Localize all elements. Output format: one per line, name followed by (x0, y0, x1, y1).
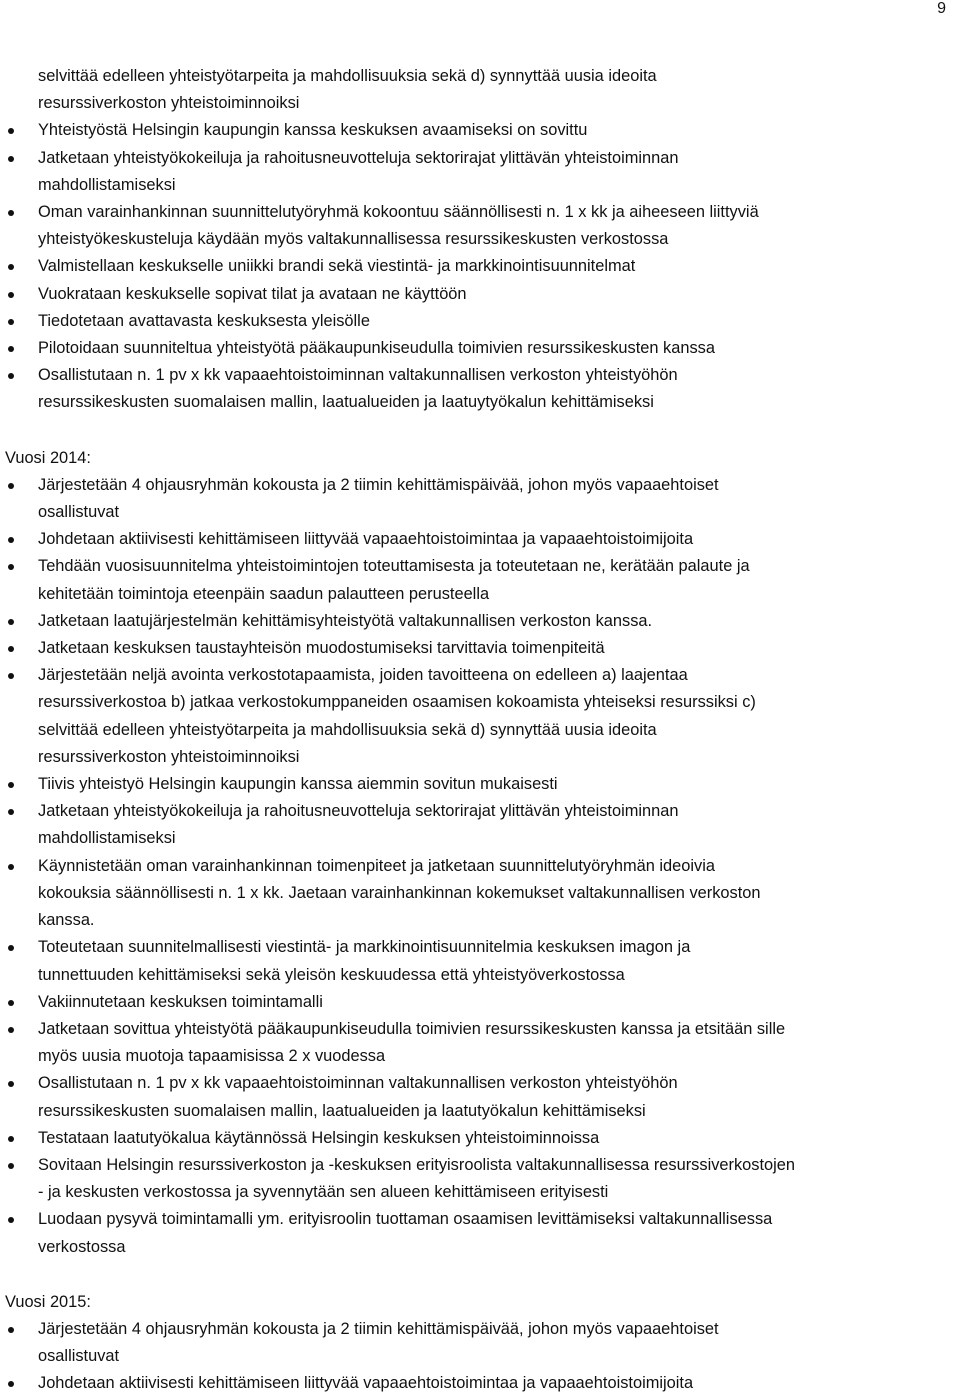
bullet-list-2015 (0, 1316, 960, 1398)
list-item (0, 1370, 960, 1397)
list-item-text: resurssikeskusten suomalaisen mallin, laatualueiden ja laatuytyökalun kehittämiseksi (38, 393, 654, 412)
list-item-text: Pilotoidaan suunniteltua yhteistyötä pääkaupunkiseudulla toimivien resurssikeskusten kanssa (38, 339, 715, 358)
list-item-text: Jatketaan keskuksen taustayhteisön muodostumiseksi tarvittavia toimenpiteitä (38, 639, 605, 658)
list-item (0, 553, 960, 607)
list-item (0, 117, 960, 144)
list-item-text: Osallistutaan n. 1 pv x kk vapaaehtoistoiminnan valtakunnallisen verkoston yhteistyöhön (38, 1074, 678, 1093)
list-item (0, 1070, 960, 1124)
list-item-text: Osallistutaan n. 1 pv x kk vapaaehtoistoiminnan valtakunnallisen verkoston yhteistyöhön (38, 366, 678, 385)
list-item-text: yhteistyökeskusteluja käydään myös valtakunnallisessa resurssikeskusten verkostossa (38, 230, 669, 249)
intro-continuation (0, 63, 960, 117)
bullet-icon (8, 210, 14, 216)
list-item-text: Vakiinnutetaan keskuksen toimintamalli (38, 992, 323, 1011)
list-item-text: Testataan laatutyökalua käytännössä Helsingin keskuksen yhteistoiminnoissa (38, 1128, 600, 1147)
text-line: selvittää edelleen yhteistyötarpeita ja mahdollisuuksia sekä d) synnyttää uusia ideoita (38, 67, 657, 85)
list-item (0, 989, 960, 1016)
list-item (0, 934, 960, 988)
bullet-icon (8, 1136, 14, 1142)
bullet-icon (8, 945, 14, 951)
list-item (0, 635, 960, 662)
list-item-text: kokouksia säännöllisesti n. 1 x kk. Jaetaan varainhankinnan kokemukset valtakunnallisen verkoston (38, 883, 761, 902)
list-item-text: Järjestetään neljä avointa verkostotapaamista, joiden tavoitteena on edelleen a) laajentaa (38, 666, 688, 685)
list-item (0, 281, 960, 308)
list-item-text: osallistuvat (38, 1347, 120, 1366)
bullet-icon (8, 1027, 14, 1033)
list-item-text: resurssikeskusten suomalaisen mallin, laatualueiden ja laatutyökalun kehittämiseksi (38, 1101, 646, 1120)
bullet-icon (8, 864, 14, 870)
list-item (0, 335, 960, 362)
text-line: resurssiverkoston yhteistoiminnoiksi (38, 94, 300, 113)
list-item (0, 853, 960, 935)
list-item-text: Johdetaan aktiivisesti kehittämiseen liittyvää vapaaehtoistoimintaa ja vapaaehtoistoimijoita (38, 530, 694, 549)
list-item-text: Luodaan pysyvä toimintamalli ym. erityisroolin tuottaman osaamisen levittämiseksi valtakunnallisessa (38, 1210, 773, 1229)
list-item-text: kehitetään toimintoja eteenpäin saadun palautteen perusteella (38, 584, 490, 603)
bullet-icon (8, 128, 14, 134)
list-item-text: Jatketaan yhteistyökokeiluja ja rahoitusneuvotteluja sektorirajat ylittävän yhteistoiminnan (38, 802, 679, 821)
list-item-text: Järjestetään 4 ohjausryhmän kokousta ja 2 tiimin kehittämispäivää, johon myös vapaaehtoiset (38, 1319, 719, 1338)
year-2015-heading: Vuosi 2015: (5, 1292, 91, 1311)
list-item (0, 662, 960, 771)
list-item-text: mahdollistamiseksi (38, 829, 176, 848)
list-item-text: Käynnistetään oman varainhankinnan toimenpiteet ja jatketaan suunnittelutyöryhmän ideoivia (38, 856, 716, 875)
list-item-text: Oman varainhankinnan suunnittelutyöryhmä kokoontuu säännöllisesti n. 1 x kk ja aiheeseen liittyviä (38, 203, 759, 222)
bullet-icon (8, 292, 14, 298)
bullet-icon (8, 619, 14, 625)
list-item-text: Toteutetaan suunnitelmallisesti viestintä- ja markkinointisuunnitelmia keskuksen imagon ja (38, 938, 691, 957)
bullet-icon (8, 1217, 14, 1223)
list-item-text: myös uusia muotoja tapaamisissa 2 x vuodessa (38, 1047, 386, 1066)
bullet-icon (8, 782, 14, 788)
list-item-text: Johdetaan aktiivisesti kehittämiseen liittyvää vapaaehtoistoimintaa ja vapaaehtoistoimijoita (38, 1374, 694, 1393)
bullet-icon (8, 1327, 14, 1333)
list-item (0, 798, 960, 852)
list-item-text: kanssa. (38, 911, 95, 930)
list-item-text: Jatketaan sovittua yhteistyötä pääkaupunkiseudulla toimivien resurssikeskusten kanssa ja etsitään sille (38, 1019, 786, 1038)
list-item-text: Jatketaan laatujärjestelmän kehittämisyhteistyötä valtakunnallisen verkoston kanssa. (38, 611, 653, 630)
bullet-list-top (0, 117, 960, 416)
list-item (0, 472, 960, 526)
list-item (0, 145, 960, 199)
list-item-text: Järjestetään 4 ohjausryhmän kokousta ja 2 tiimin kehittämispäivää, johon myös vapaaehtoiset (38, 475, 719, 494)
list-item-text: Tiivis yhteistyö Helsingin kaupungin kanssa aiemmin sovitun mukaisesti (38, 775, 558, 794)
bullet-icon (8, 1381, 14, 1387)
section-spacer (0, 1261, 960, 1289)
bullet-icon (8, 1163, 14, 1169)
list-item (0, 308, 960, 335)
bullet-icon (8, 264, 14, 270)
list-item-text: tunnettuuden kehittämiseksi sekä yleisön keskuudessa että yhteistyöverkostossa (38, 965, 625, 984)
list-item (0, 362, 960, 416)
bullet-list-2014 (0, 472, 960, 1261)
list-item (0, 1206, 960, 1260)
list-item-text: Tehdään vuosisuunnitelma yhteistoimintojen toteuttamisesta ja toteutetaan ne, kerätään palaute ja (38, 557, 750, 576)
bullet-icon (8, 809, 14, 815)
list-item-text: Jatketaan yhteistyökokeiluja ja rahoitusneuvotteluja sektorirajat ylittävän yhteistoiminnan (38, 148, 679, 167)
list-item-text: Vuokrataan keskukselle sopivat tilat ja avataan ne käyttöön (38, 284, 467, 303)
list-item-text: resurssiverkoston yhteistoiminnoiksi (38, 747, 300, 766)
bullet-icon (8, 483, 14, 489)
list-item (0, 253, 960, 280)
bullet-icon (8, 346, 14, 352)
list-item-text: verkostossa (38, 1237, 126, 1256)
bullet-icon (8, 564, 14, 570)
section-spacer (0, 417, 960, 445)
bullet-icon (8, 537, 14, 543)
list-item (0, 771, 960, 798)
bullet-icon (8, 673, 14, 679)
bullet-icon (8, 156, 14, 162)
list-item-text: selvittää edelleen yhteistyötarpeita ja mahdollisuuksia sekä d) synnyttää uusia ideoita (38, 720, 657, 739)
year-2014-heading: Vuosi 2014: (5, 448, 91, 467)
list-item (0, 1125, 960, 1152)
bullet-icon (8, 1000, 14, 1006)
list-item (0, 1152, 960, 1206)
list-item-text: Yhteistyöstä Helsingin kaupungin kanssa keskuksen avaamiseksi on sovittu (38, 121, 588, 140)
list-item (0, 608, 960, 635)
list-item (0, 1316, 960, 1370)
page-number: 9 (937, 0, 946, 17)
bullet-icon (8, 373, 14, 379)
bullet-icon (8, 646, 14, 652)
list-item-text: - ja keskusten verkostossa ja syvennytään sen alueen kehittämiseen erityisesti (38, 1183, 609, 1202)
list-item (0, 1016, 960, 1070)
document-body (0, 63, 960, 1398)
list-item-text: resurssiverkostoa b) jatkaa verkostokumppaneiden osaamisen kokoamista yhteiseksi resurssiksi c) (38, 693, 756, 712)
list-item-text: Valmistellaan keskukselle uniikki brandi sekä viestintä- ja markkinointisuunnitelmat (38, 257, 636, 276)
list-item-text: osallistuvat (38, 503, 120, 522)
list-item (0, 199, 960, 253)
list-item (0, 526, 960, 553)
bullet-icon (8, 1081, 14, 1087)
list-item-text: Tiedotetaan avattavasta keskuksesta yleisölle (38, 311, 370, 330)
list-item-text: mahdollistamiseksi (38, 175, 176, 194)
list-item-text: Sovitaan Helsingin resurssiverkoston ja -keskuksen erityisroolista valtakunnallisessa resurssiverkostojen (38, 1155, 796, 1174)
bullet-icon (8, 319, 14, 325)
